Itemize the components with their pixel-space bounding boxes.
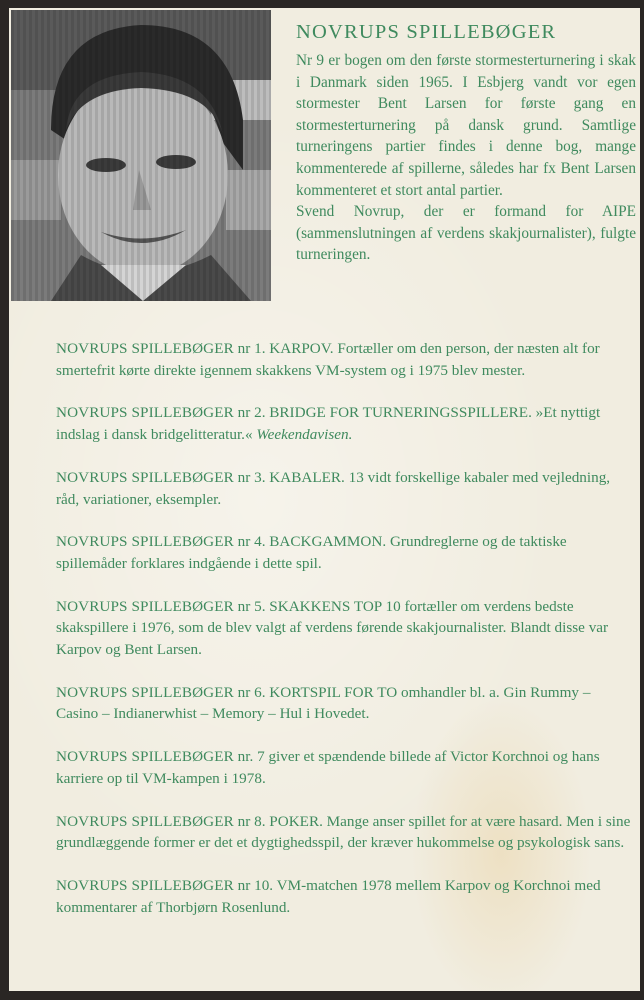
book-list: [56, 338, 634, 939]
book-series: NOVRUPS SPILLEBØGER: [56, 812, 234, 830]
book-entry-7: [56, 746, 634, 789]
book-series: NOVRUPS SPILLEBØGER: [56, 597, 234, 615]
book-entry-4: [56, 531, 634, 574]
back-cover: [9, 8, 640, 991]
book-description: nr 5. SKAKKENS TOP 10 fortæller om verdens bedste skakspillere i 1976, som de blev valgt af verdens førende skakjournalister. Blandt disse var Karpov og Bent Larsen.: [56, 597, 609, 659]
author-photo: [11, 10, 271, 301]
intro-paragraph-1: Nr 9 er bogen om den første stormesterturnering i skak i Danmark siden 1965. I Esbjerg vandt vor egen stormester Bent Larsen for første gang en stormesterturnering på dansk grund. Samtlige turneringens partier findes i denne bog, mange kommenterede af spillerne, således har fx Bent Larsen kommenteret et stort antal partier.: [296, 52, 636, 199]
book-description: nr 3. KABALER. 13 vidt forskellige kabaler med vejledning, råd, variationer, eksempler.: [56, 468, 611, 508]
book-description: nr 10. VM-matchen 1978 mellem Karpov og Korchnoi med kommentarer af Thorbjørn Rosenlund.: [56, 876, 601, 916]
book-series: NOVRUPS SPILLEBØGER: [56, 683, 234, 701]
intro-text: [296, 50, 636, 266]
book-quote-source: Weekendavisen.: [256, 426, 353, 444]
book-description: nr. 7 giver et spændende billede af Victor Korchnoi og hans karriere op til VM-kampen i 1978.: [56, 748, 600, 787]
book-description: nr 2. BRIDGE FOR TURNERINGSSPILLERE. »Et nyttigt indslag i dansk bridgelitteratur.«: [56, 404, 601, 444]
book-series: NOVRUPS SPILLEBØGER: [56, 748, 234, 766]
book-series: NOVRUPS SPILLEBØGER: [56, 468, 234, 486]
book-description: nr 8. POKER. Mange anser spillet for at være hasard. Men i sine grundlæggende former er det et dygtighedsspil, der kræver hukommelse og psykologisk sans.: [56, 812, 631, 852]
book-entry-10: [56, 875, 634, 918]
book-entry-5: [56, 596, 634, 661]
book-series: NOVRUPS SPILLEBØGER: [56, 340, 234, 357]
portrait-photo-icon: [11, 10, 271, 301]
series-header: [296, 21, 636, 266]
book-entry-6: [56, 682, 634, 725]
book-series: NOVRUPS SPILLEBØGER: [56, 404, 234, 422]
series-title: NOVRUPS SPILLEBØGER: [296, 21, 557, 43]
book-entry-2: [56, 402, 634, 445]
book-series: NOVRUPS SPILLEBØGER: [56, 876, 234, 894]
intro-paragraph-2: Svend Novrup, der er formand for AIPE (sammenslutningen af verdens skakjournalister), fulgte turneringen.: [296, 203, 636, 264]
book-series: NOVRUPS SPILLEBØGER: [56, 533, 234, 551]
book-description: nr 1. KARPOV. Fortæller om den person, der næsten alt for smertefrit kørte direkte igennem skakkens VM-system og i 1975 blev mester.: [56, 340, 600, 379]
book-description: nr 4. BACKGAMMON. Grundreglerne og de taktiske spillemåder forklares indgående i dette spil.: [56, 533, 567, 572]
book-description: nr 6. KORTSPIL FOR TO omhandler bl. a. Gin Rummy – Casino – Indianerwhist – Memory – Hul i Hovedet.: [56, 683, 591, 723]
book-entry-3: [56, 467, 634, 510]
book-entry-1: [56, 338, 634, 381]
book-entry-8: [56, 811, 634, 854]
